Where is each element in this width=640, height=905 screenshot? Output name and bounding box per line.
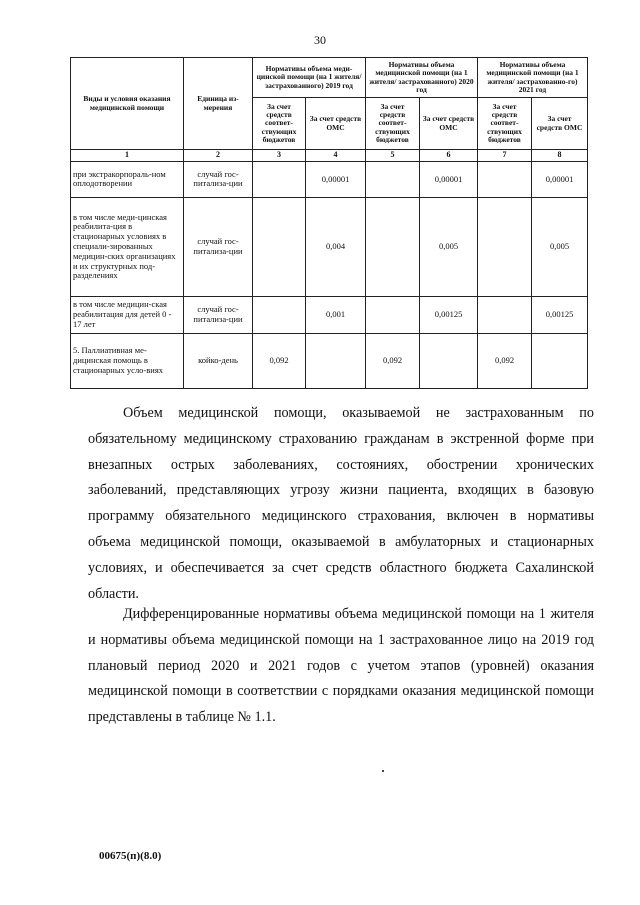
- value-2021-oms: 0,00125: [532, 296, 588, 333]
- column-number: 6: [420, 150, 478, 162]
- value-2020-oms: 0,00125: [420, 296, 478, 333]
- column-number: 3: [253, 150, 306, 162]
- header-2020: Нормативы объема медицинской помощи (на 1 жителя/ застрахованного) 2020 год: [366, 58, 478, 98]
- value-2019-budget: [253, 197, 306, 296]
- value-2021-budget: [478, 161, 532, 197]
- header-2020-oms: За счет средств ОМС: [420, 98, 478, 150]
- table-row: [71, 296, 588, 333]
- value-2021-budget: [478, 296, 532, 333]
- value-2020-oms: 0,005: [420, 197, 478, 296]
- header-2019-oms: За счет средств ОМС: [306, 98, 366, 150]
- row-name: в том числе медицин-ская реабилитация для детей 0 - 17 лет: [71, 296, 184, 333]
- table-row: [71, 197, 588, 296]
- row-unit: случай гос-питализа-ции: [184, 197, 253, 296]
- value-2019-budget: [253, 161, 306, 197]
- value-2020-oms: [420, 333, 478, 388]
- header-row-1: [71, 58, 588, 98]
- column-number: 5: [366, 150, 420, 162]
- table-row: [71, 333, 588, 388]
- value-2019-budget: 0,092: [253, 333, 306, 388]
- scan-speck: [382, 770, 384, 772]
- column-number: 4: [306, 150, 366, 162]
- value-2020-budget: 0,092: [366, 333, 420, 388]
- row-unit: случай гос-питализа-ции: [184, 161, 253, 197]
- value-2019-budget: [253, 296, 306, 333]
- row-unit: койко-день: [184, 333, 253, 388]
- column-number: 8: [532, 150, 588, 162]
- value-2020-oms: 0,00001: [420, 161, 478, 197]
- page-number: 30: [314, 33, 326, 47]
- value-2020-budget: [366, 161, 420, 197]
- row-name: 5. Паллиативная ме-дицинская помощь в стационарных усло-виях: [71, 333, 184, 388]
- value-2019-oms: 0,004: [306, 197, 366, 296]
- table-row: [71, 161, 588, 197]
- row-name: в том числе меди-цинская реабилита-ция в стационарных условиях в специали-зированных медицин-ских организациях и их структурных под-разделениях: [71, 197, 184, 296]
- header-2019: Нормативы объема меди-цинской помощи (на 1 жителя/ застрахованного) 2019 год: [253, 58, 366, 98]
- document-code: 00675(п)(8.0): [99, 850, 162, 862]
- column-number: 7: [478, 150, 532, 162]
- paragraph-emergency-care: Объем медицинской помощи, оказываемой не застрахованным по обязательному медицинскому страхованию гражданам в экстренной форме при внезапных острых заболеваниях, состояниях, обострении хронических заболеваний, представляющих угрозу жизни пациента, входящих в базовую программу обязательного медицинского страхования, включен в нормативы объема медицинской помощи, оказываемой в амбулаторных и стационарных условиях, и обеспечивается за счет средств областного бюджета Сахалинской области.: [88, 405, 594, 602]
- row-unit: случай гос-питализа-ции: [184, 296, 253, 333]
- norms-table: [70, 57, 588, 389]
- value-2019-oms: [306, 333, 366, 388]
- value-2021-oms: [532, 333, 588, 388]
- column-number: 2: [184, 150, 253, 162]
- value-2019-oms: 0,001: [306, 296, 366, 333]
- value-2021-budget: [478, 197, 532, 296]
- row-name: при экстракорпораль-ном оплодотворении: [71, 161, 184, 197]
- paragraph-differentiated-norms: Дифференцированные нормативы объема медицинской помощи на 1 жителя и нормативы объема медицинской помощи на 1 застрахованное лицо на 2019 год плановый период 2020 и 2021 годов с учетом этапов (уровней) оказания медицинской помощи в соответствии с порядками оказания медицинской помощи представлены в таблице № 1.1.: [88, 606, 594, 726]
- header-2021-oms: За счет средств ОМС: [532, 98, 588, 150]
- header-kind: Виды и условия оказания медицинской помощи: [71, 58, 184, 150]
- value-2019-oms: 0,00001: [306, 161, 366, 197]
- value-2020-budget: [366, 296, 420, 333]
- header-unit: Единица из-мерения: [184, 58, 253, 150]
- header-2019-budget: За счет средств соответ-ствующих бюджетов: [253, 98, 306, 150]
- header-2021: Нормативы объема медицинской помощи (на 1 жителя/ застрахованно-го) 2021 год: [478, 58, 588, 98]
- value-2020-budget: [366, 197, 420, 296]
- value-2021-oms: 0,00001: [532, 161, 588, 197]
- column-number-row: [71, 150, 588, 162]
- header-2020-budget: За счет средств соответ-ствующих бюджетов: [366, 98, 420, 150]
- column-number: 1: [71, 150, 184, 162]
- value-2021-oms: 0,005: [532, 197, 588, 296]
- header-2021-budget: За счет средств соответ-ствующих бюджетов: [478, 98, 532, 150]
- value-2021-budget: 0,092: [478, 333, 532, 388]
